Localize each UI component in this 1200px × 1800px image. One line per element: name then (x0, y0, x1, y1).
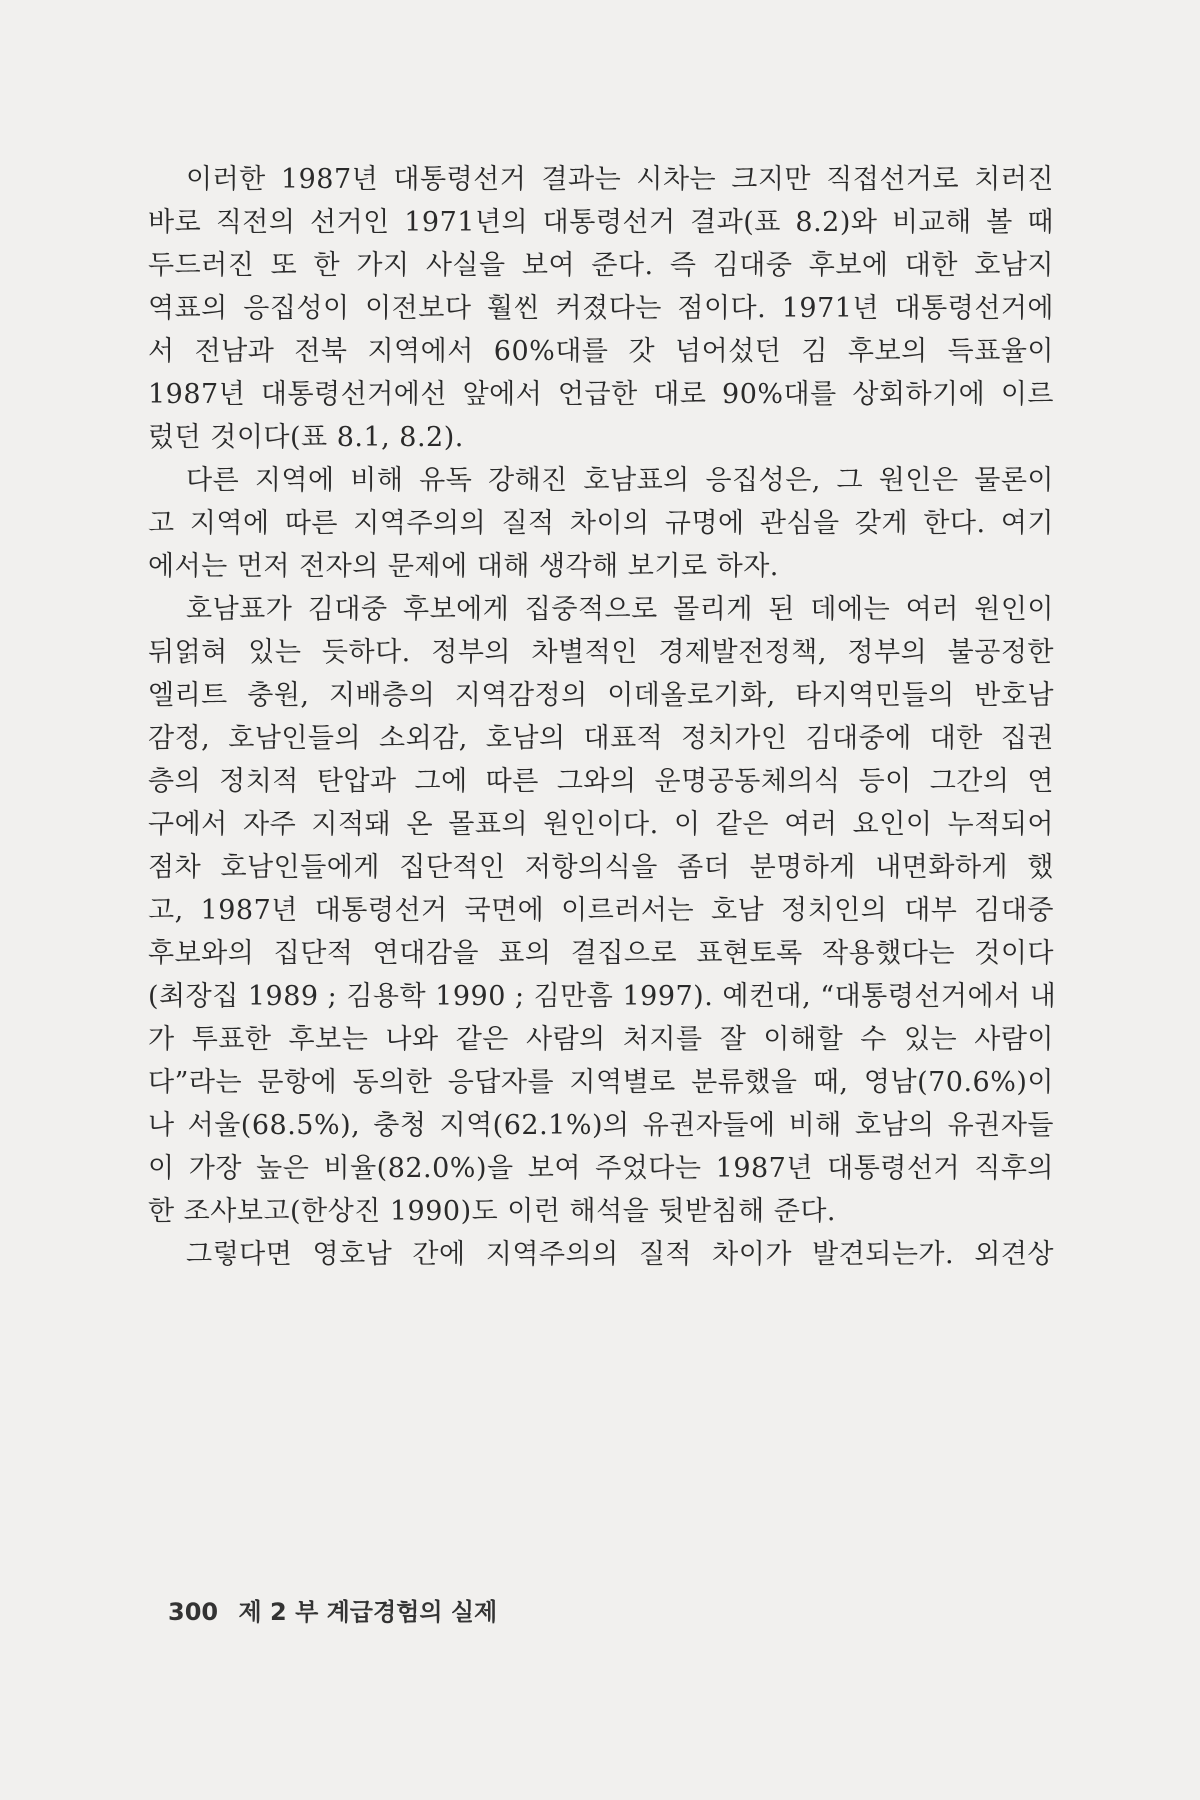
text-line: 엘리트 충원, 지배층의 지역감정의 이데올로기화, 타지역민들의 반호남 (148, 680, 1054, 711)
text-line: 층의 정치적 탄압과 그에 따른 그와의 운명공동체의식 등이 그간의 연 (148, 766, 1054, 797)
text-line: 나 서울(68.5%), 충청 지역(62.1%)의 유권자들에 비해 호남의 유권자들 (148, 1110, 1054, 1141)
text-line: 고 지역에 따른 지역주의의 질적 차이의 규명에 관심을 갖게 한다. 여기 (148, 508, 1054, 539)
text-line: 다른 지역에 비해 유독 강해진 호남표의 응집성은, 그 원인은 물론이 (186, 465, 1054, 496)
text-line: 역표의 응집성이 이전보다 훨씬 커졌다는 점이다. 1971년 대통령선거에 (148, 293, 1054, 324)
text-line: 이러한 1987년 대통령선거 결과는 시차는 크지만 직접선거로 치러진 (186, 164, 1054, 195)
body-text (148, 158, 1057, 1276)
text-line: 구에서 자주 지적돼 온 몰표의 원인이다. 이 같은 여러 요인이 누적되어 (148, 809, 1054, 840)
text-line: 에서는 먼저 전자의 문제에 대해 생각해 보기로 하자. (148, 551, 779, 582)
text-line: 고, 1987년 대통령선거 국면에 이르러서는 호남 정치인의 대부 김대중 (148, 895, 1054, 926)
text-line: 서 전남과 전북 지역에서 60%대를 갓 넘어섰던 김 후보의 득표율이 (148, 336, 1054, 367)
text-line: 점차 호남인들에게 집단적인 저항의식을 좀더 분명하게 내면화하게 했 (148, 852, 1054, 883)
text-line: 뒤얽혀 있는 듯하다. 정부의 차별적인 경제발전정책, 정부의 불공정한 (148, 637, 1054, 668)
page-footer (168, 1592, 497, 1627)
text-line: 한 조사보고(한상진 1990)도 이런 해석을 뒷받침해 준다. (148, 1196, 836, 1227)
text-line: 두드러진 또 한 가지 사실을 보여 준다. 즉 김대중 후보에 대한 호남지 (148, 250, 1054, 281)
page-number: 300 (168, 1598, 219, 1626)
text-line: 그렇다면 영호남 간에 지역주의의 질적 차이가 발견되는가. 외견상 (186, 1239, 1054, 1270)
section-title: 제 2 부 계급경험의 실제 (238, 1598, 498, 1626)
text-line: 호남표가 김대중 후보에게 집중적으로 몰리게 된 데에는 여러 원인이 (186, 594, 1054, 625)
text-line: 가 투표한 후보는 나와 같은 사람의 처지를 잘 이해할 수 있는 사람이 (148, 1024, 1054, 1055)
text-line: 바로 직전의 선거인 1971년의 대통령선거 결과(표 8.2)와 비교해 볼 때 (148, 207, 1054, 238)
text-line: 렀던 것이다(표 8.1, 8.2). (148, 422, 464, 453)
text-line: 이 가장 높은 비율(82.0%)을 보여 주었다는 1987년 대통령선거 직후의 (148, 1153, 1054, 1184)
text-line: 1987년 대통령선거에선 앞에서 언급한 대로 90%대를 상회하기에 이르 (148, 379, 1054, 410)
text-line: (최장집 1989 ; 김용학 1990 ; 김만흠 1997). 예컨대, “대통령선거에서 내 (148, 981, 1057, 1012)
text-line: 후보와의 집단적 연대감을 표의 결집으로 표현토록 작용했다는 것이다 (148, 938, 1054, 969)
text-line: 다”라는 문항에 동의한 응답자를 지역별로 분류했을 때, 영남(70.6%)이 (148, 1067, 1054, 1098)
text-line: 감정, 호남인들의 소외감, 호남의 대표적 정치가인 김대중에 대한 집권 (148, 723, 1054, 754)
